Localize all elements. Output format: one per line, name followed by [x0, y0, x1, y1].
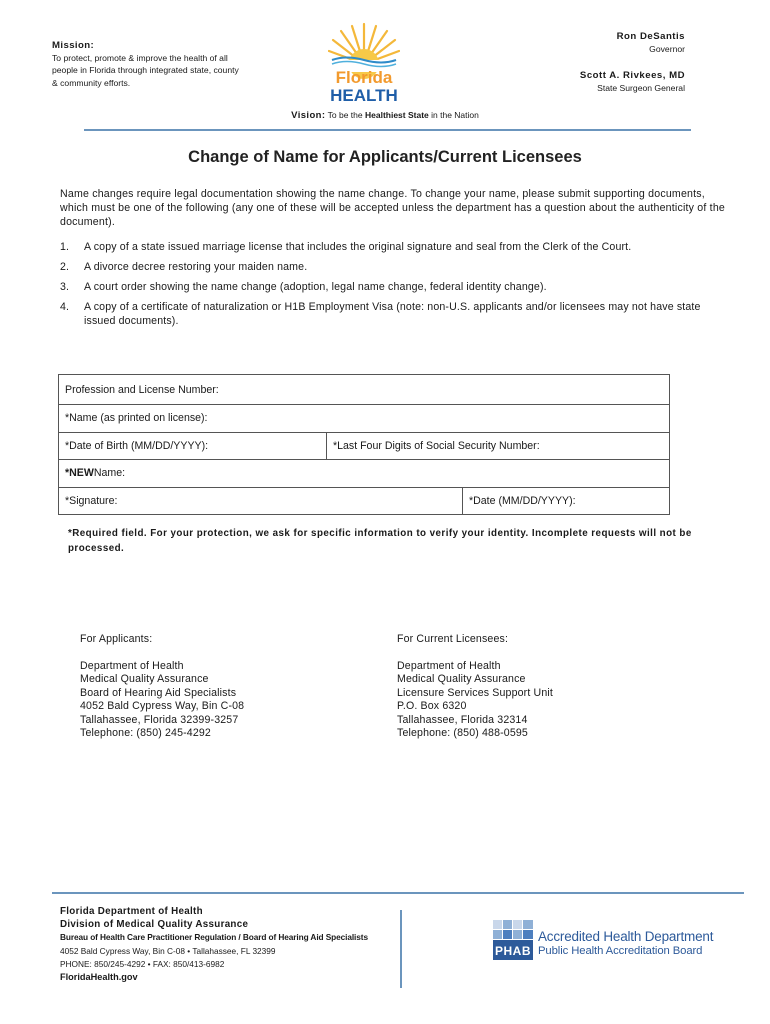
signature-date-field[interactable]: *Date (MM/DD/YYYY): — [462, 488, 669, 515]
address-line: Department of Health — [397, 659, 501, 672]
vision-statement — [0, 110, 770, 121]
applicants-heading: For Applicants: — [80, 633, 153, 645]
list-item-text: A copy of a certificate of naturalization or H1B Employment Visa (note: non-U.S. applicants and/or licensees may not have state issued documents). — [84, 301, 701, 327]
new-name-field[interactable] — [59, 460, 669, 487]
accepted-documents-list — [60, 241, 720, 335]
header-divider — [84, 129, 691, 131]
footer-vertical-divider — [400, 910, 402, 988]
page-title: Change of Name for Applicants/Current Licensees — [188, 148, 582, 166]
address-line: Board of Hearing Aid Specialists — [80, 686, 237, 699]
florida-health-logo — [328, 20, 400, 102]
footer-phone-fax: PHONE: 850/245-4292 • FAX: 850/413-6982 — [60, 958, 225, 969]
address-line: Medical Quality Assurance — [397, 673, 526, 686]
address-line: Telephone: (850) 245-4292 — [80, 726, 211, 739]
new-name-label: Name: — [93, 467, 126, 480]
applicants-address — [80, 633, 244, 740]
name-change-form — [58, 374, 670, 515]
dob-ssn-row — [59, 432, 669, 460]
vision-text-bold: Healthiest State — [364, 110, 429, 120]
list-item — [60, 301, 720, 328]
footer-divider — [52, 892, 744, 894]
phab-line-2: Public Health Accreditation Board — [538, 945, 703, 957]
list-item — [60, 241, 720, 255]
footer-department: Florida Department of Health — [60, 906, 203, 917]
footer-website-link[interactable]: FloridaHealth.gov — [60, 972, 138, 983]
list-item-number: 3. — [60, 281, 70, 294]
address-line: Medical Quality Assurance — [80, 673, 209, 686]
phab-mark-icon — [493, 920, 533, 960]
phab-accreditation-logo — [493, 920, 729, 960]
address-line: 4052 Bald Cypress Way, Bin C-08 — [80, 700, 245, 713]
governor-title: Governor — [649, 44, 685, 54]
logo-word-health: HEALTH — [330, 86, 398, 102]
surgeon-general-title: State Surgeon General — [597, 83, 685, 93]
vision-text-post: in the Nation — [428, 110, 479, 120]
profession-license-field[interactable]: Profession and License Number: — [65, 383, 219, 396]
signature-row — [59, 487, 669, 515]
logo-word-florida: Florida — [335, 68, 393, 87]
mission-block — [52, 40, 242, 89]
list-item-text: A court order showing the name change (adoption, legal name change, federal identity change). — [84, 281, 547, 294]
licensees-address — [397, 633, 553, 740]
name-row[interactable] — [59, 404, 669, 432]
footer-contact — [60, 905, 390, 984]
vision-text-pre: To be the — [325, 110, 365, 120]
footer-bureau: Bureau of Health Care Practitioner Regulation / Board of Hearing Aid Specialists — [60, 932, 368, 943]
name-on-license-field[interactable]: *Name (as printed on license): — [65, 412, 208, 425]
list-item-text: A copy of a state issued marriage license that includes the original signature and seal from the Clerk of the Court. — [84, 241, 632, 253]
intro-paragraph: Name changes require legal documentation showing the name change. To change your name, please submit supporting documents, which must be one of the following (any one of these will be accepted unless the department has a question about the authenticity of the document). — [60, 188, 725, 229]
address-line: Tallahassee, Florida 32314 — [397, 713, 528, 726]
list-item-number: 2. — [60, 261, 70, 274]
list-item-number: 4. — [60, 301, 70, 314]
date-of-birth-field[interactable]: *Date of Birth (MM/DD/YYYY): — [65, 439, 209, 452]
phab-line-1: Accredited Health Department — [538, 929, 714, 944]
list-item — [60, 261, 720, 275]
surgeon-general-name: Scott A. Rivkees, MD — [579, 70, 685, 81]
address-line: Department of Health — [80, 659, 184, 672]
profession-row[interactable] — [59, 375, 669, 404]
address-line: Licensure Services Support Unit — [397, 686, 553, 699]
list-item — [60, 281, 720, 295]
governor-name: Ron DeSantis — [616, 31, 685, 42]
ssn-last-four-field[interactable]: *Last Four Digits of Social Security Number: — [326, 433, 669, 460]
licensees-heading: For Current Licensees: — [397, 633, 509, 645]
mission-label: Mission: — [52, 40, 95, 51]
florida-health-logo-graphic — [328, 20, 400, 102]
signature-field[interactable]: *Signature: — [65, 494, 118, 507]
address-line: Telephone: (850) 488-0595 — [397, 726, 528, 739]
list-item-text: A divorce decree restoring your maiden name. — [84, 261, 308, 274]
mission-text: To protect, promote & improve the health of all people in Florida through integrated state, county & community efforts. — [52, 53, 239, 88]
address-line: P.O. Box 6320 — [397, 700, 467, 713]
new-name-row[interactable] — [59, 459, 669, 487]
list-item-number: 1. — [60, 241, 70, 253]
required-field-note: *Required field. For your protection, we ask for specific information to verify your identity. Incomplete requests will not be processed. — [68, 528, 692, 554]
vision-label: Vision: — [291, 110, 326, 121]
officials-block — [580, 30, 685, 95]
footer-address: 4052 Bald Cypress Way, Bin C-08 • Tallahassee, FL 32399 — [60, 945, 276, 956]
new-name-label-bold: *NEW — [65, 467, 94, 480]
footer-division: Division of Medical Quality Assurance — [60, 919, 249, 931]
phab-mark-text: PHAB — [494, 944, 532, 958]
address-line: Tallahassee, Florida 32399-3257 — [80, 713, 239, 726]
